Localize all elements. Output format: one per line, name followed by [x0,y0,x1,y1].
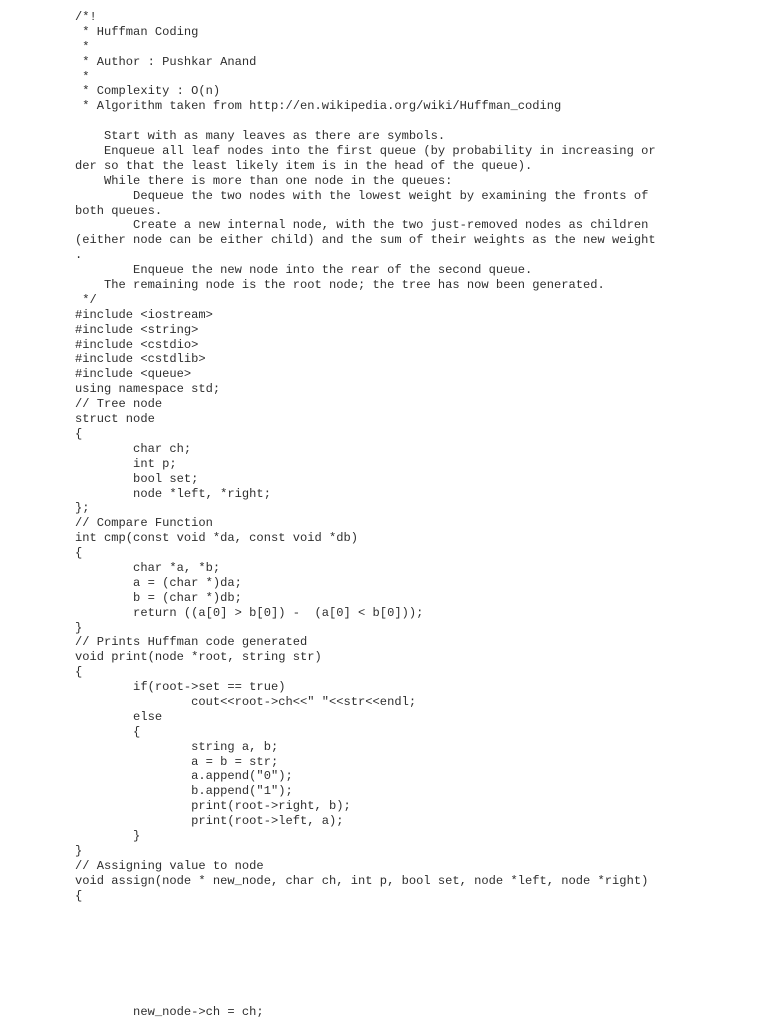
code-line: * [75,39,90,54]
code-line: * Huffman Coding [75,24,199,39]
code-line: #include <cstdlib> [75,352,206,367]
code-line: { [75,546,83,561]
code-line: While there is more than one node in the queues: [75,173,453,188]
code-line: char ch; [75,441,192,456]
code-line: Enqueue the new node into the rear of the second queue. [75,263,533,278]
code-line: * [75,69,90,84]
code-line: if(root->set == true) [75,680,286,695]
code-line: #include <cstdio> [75,337,199,352]
code-line: new_node->ch = ch; [75,1005,264,1020]
code-line: node *left, *right; [75,486,271,501]
code-line: // Assigning value to node [75,858,264,873]
code-line: The remaining node is the root node; the tree has now been generated. [75,278,605,293]
code-line: int cmp(const void *da, const void *db) [75,531,359,546]
code-line: } [75,620,83,635]
code-line: } [75,828,141,843]
code-line: }; [75,501,90,516]
code-line: #include <queue> [75,367,192,382]
code-line: Create a new internal node, with the two just-removed nodes as children [75,218,649,233]
code-line: { [75,888,83,903]
code-line: cout<<root->ch<<" "<<str<<endl; [75,694,417,709]
code-line: int p; [75,456,177,471]
code-line: } [75,843,83,858]
code-line: using namespace std; [75,382,221,397]
code-line: print(root->right, b); [75,799,351,814]
code-line: void print(node *root, string str) [75,650,322,665]
code-line: (either node can be either child) and the sum of their weights as the new weight [75,233,656,248]
code-line: /*! [75,10,97,24]
code-line: #include <string> [75,322,199,337]
code-line: b.append("1"); [75,784,293,799]
code-line: struct node [75,412,155,427]
code-line: * Algorithm taken from http://en.wikipedia.org/wiki/Huffman_coding [75,99,562,114]
code-line: both queues. [75,203,163,218]
code-line: Start with as many leaves as there are symbols. [75,129,446,144]
code-line: { [75,426,83,441]
code-line: // Prints Huffman code generated [75,635,308,650]
code-line: { [75,665,83,680]
code-line: Dequeue the two nodes with the lowest weight by examining the fronts of [75,188,649,203]
page-gap [75,903,755,1005]
code-line [75,114,755,129]
code-line: * Author : Pushkar Anand [75,54,257,69]
code-line: return ((a[0] > b[0]) - (a[0] < b[0])); [75,605,424,620]
code-line: der so that the least likely item is in the head of the queue). [75,158,533,173]
code-line: a = b = str; [75,754,279,769]
code-line: */ [75,292,97,307]
code-line: else [75,709,163,724]
code-line: #include <iostream> [75,307,213,322]
code-line: char *a, *b; [75,560,221,575]
code-line: print(root->left, a); [75,814,344,829]
code-line: * Complexity : O(n) [75,84,221,99]
code-line: // Tree node [75,397,163,412]
code-line: a = (char *)da; [75,575,242,590]
code-line: . [75,248,83,263]
code-line: b = (char *)db; [75,590,242,605]
code-line: Enqueue all leaf nodes into the first queue (by probability in increasing or [75,144,656,159]
code-line: { [75,724,141,739]
source-code-listing [75,10,755,1020]
code-line: void assign(node * new_node, char ch, int p, bool set, node *left, node *right) [75,873,649,888]
code-line: a.append("0"); [75,769,293,784]
code-line: bool set; [75,471,199,486]
code-line: // Compare Function [75,516,213,531]
code-line: string a, b; [75,739,279,754]
